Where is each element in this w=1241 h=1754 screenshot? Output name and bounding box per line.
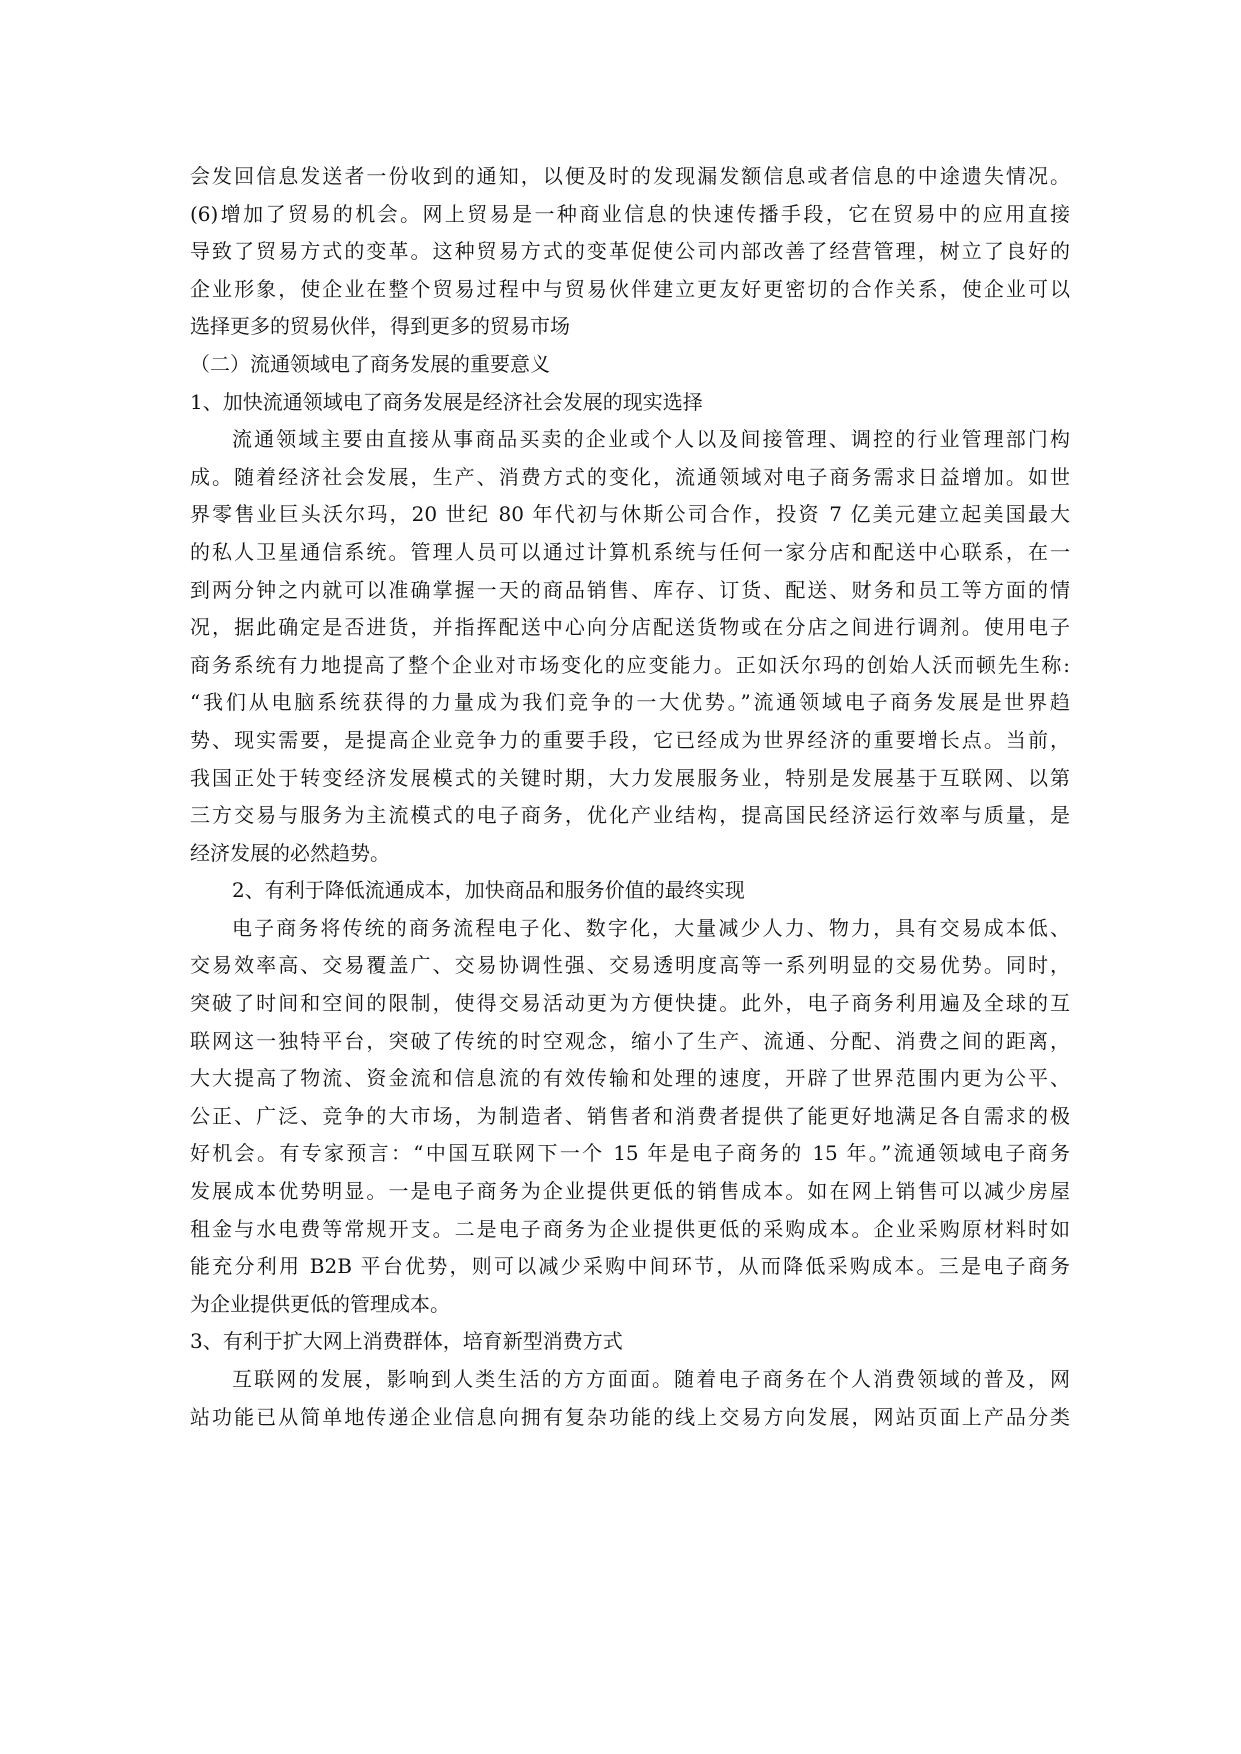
text-line: 企业形象，使企业在整个贸易过程中与贸易伙伴建立更友好更密切的合作关系，使企业可以 [190,276,1070,301]
text-line: 的私人卫星通信系统。管理人员可以通过计算机系统与任何一家分店和配送中心联系，在一 [190,539,1070,564]
text-line: 能充分利用 B2B 平台优势，则可以减少采购中间环节，从而降低采购成本。三是电子商务 [190,1254,1070,1279]
text-line: 到两分钟之内就可以准确掌握一天的商品销售、库存、订货、配送、财务和员工等方面的情 [190,577,1070,602]
text-line: 站功能已从简单地传递企业信息向拥有复杂功能的线上交易方向发展，网站页面上产品分类 [190,1404,1070,1429]
subsection-heading: 2、有利于降低流通成本，加快商品和服务价值的最终实现 [232,878,745,903]
text-line: (6)增加了贸易的机会。网上贸易是一种商业信息的快速传播手段，它在贸易中的应用直接 [190,201,1070,226]
subsection-heading: 1、加快流通领域电了商务发展是经济社会发展的现实选择 [190,389,703,414]
text-line: “我们从电脑系统获得的力量成为我们竞争的一大优势。”流通领域电子商务发展是世界趋 [190,690,1070,715]
text-line: 突破了时间和空间的限制，使得交易活动更为方便快捷。此外，电子商务利用遍及全球的互 [190,991,1070,1016]
text-line: 发展成本优势明显。一是电子商务为企业提供更低的销售成本。如在网上销售可以减少房屋 [190,1179,1070,1204]
text-line: 联网这一独特平台，突破了传统的时空观念，缩小了生产、流通、分配、消费之间的距离， [190,1028,1070,1053]
text-line: 会发回信息发送者一份收到的通知，以便及时的发现漏发额信息或者信息的中途遗失情况。 [190,164,1070,188]
text-line: 公正、广泛、竞争的大市场，为制造者、销售者和消费者提供了能更好地满足各自需求的极 [190,1103,1070,1128]
text-line: 租金与水电费等常规开支。二是电子商务为企业提供更低的采购成本。企业采购原材料时如 [190,1216,1070,1241]
text-line: 界零售业巨头沃尔玛，20 世纪 80 年代初与休斯公司合作，投资 7 亿美元建立起美国最大 [190,502,1070,527]
text-line: 势、现实需要，是提高企业竞争力的重要手段，它已经成为世界经济的重要增长点。当前， [190,727,1070,752]
text-line: 况，据此确定是否进货，并指挥配送中心向分店配送货物或在分店之间进行调剂。使用电子 [190,615,1070,640]
text-line: 互联网的发展，影响到人类生活的方方面面。随着电子商务在个人消费领域的普及，网 [232,1367,1070,1391]
text-line: 好机会。有专家预言：“中国互联网下一个 15 年是电子商务的 15 年。”流通领域电子商务 [190,1141,1070,1166]
text-line: 为企业提供更低的管理成本。 [190,1291,450,1316]
text-line: 流通领域主要由直接从事商品买卖的企业或个人以及间接管理、调控的行业管理部门构 [232,427,1070,452]
text-line: 商务系统有力地提高了整个企业对市场变化的应变能力。正如沃尔玛的创始人沃而顿先生称: [190,652,1070,677]
subsection-heading: 3、有利于扩大网上消费群体，培育新型消费方式 [190,1329,623,1354]
text-line: 电子商务将传统的商务流程电子化、数字化，大量减少人力、物力，具有交易成本低、 [232,915,1070,940]
text-line: 导致了贸易方式的变革。这种贸易方式的变革促使公司内部改善了经营管理，树立了良好的 [190,239,1070,264]
section-heading: （二）流通领域电了商务发展的重要意义 [190,351,550,376]
text-line: 交易效率高、交易覆盖广、交易协调性强、交易透明度高等一系列明显的交易优势。同时， [190,953,1070,978]
text-line: 大大提高了物流、资金流和信息流的有效传输和处理的速度，开辟了世界范围内更为公平、 [190,1066,1070,1091]
text-line: 三方交易与服务为主流模式的电子商务，优化产业结构，提高国民经济运行效率与质量，是 [190,803,1070,828]
text-line: 我国正处于转变经济发展模式的关键时期，大力发展服务业，特别是发展基于互联网、以第 [190,765,1070,790]
text-line: 选择更多的贸易伙伴，得到更多的贸易市场 [190,314,570,339]
text-line: 成。随着经济社会发展，生产、消费方式的变化，流通领域对电子商务需求日益增加。如世 [190,464,1070,489]
body-text [190,158,1070,1436]
text-line: 经济发展的必然趋势。 [190,840,390,865]
